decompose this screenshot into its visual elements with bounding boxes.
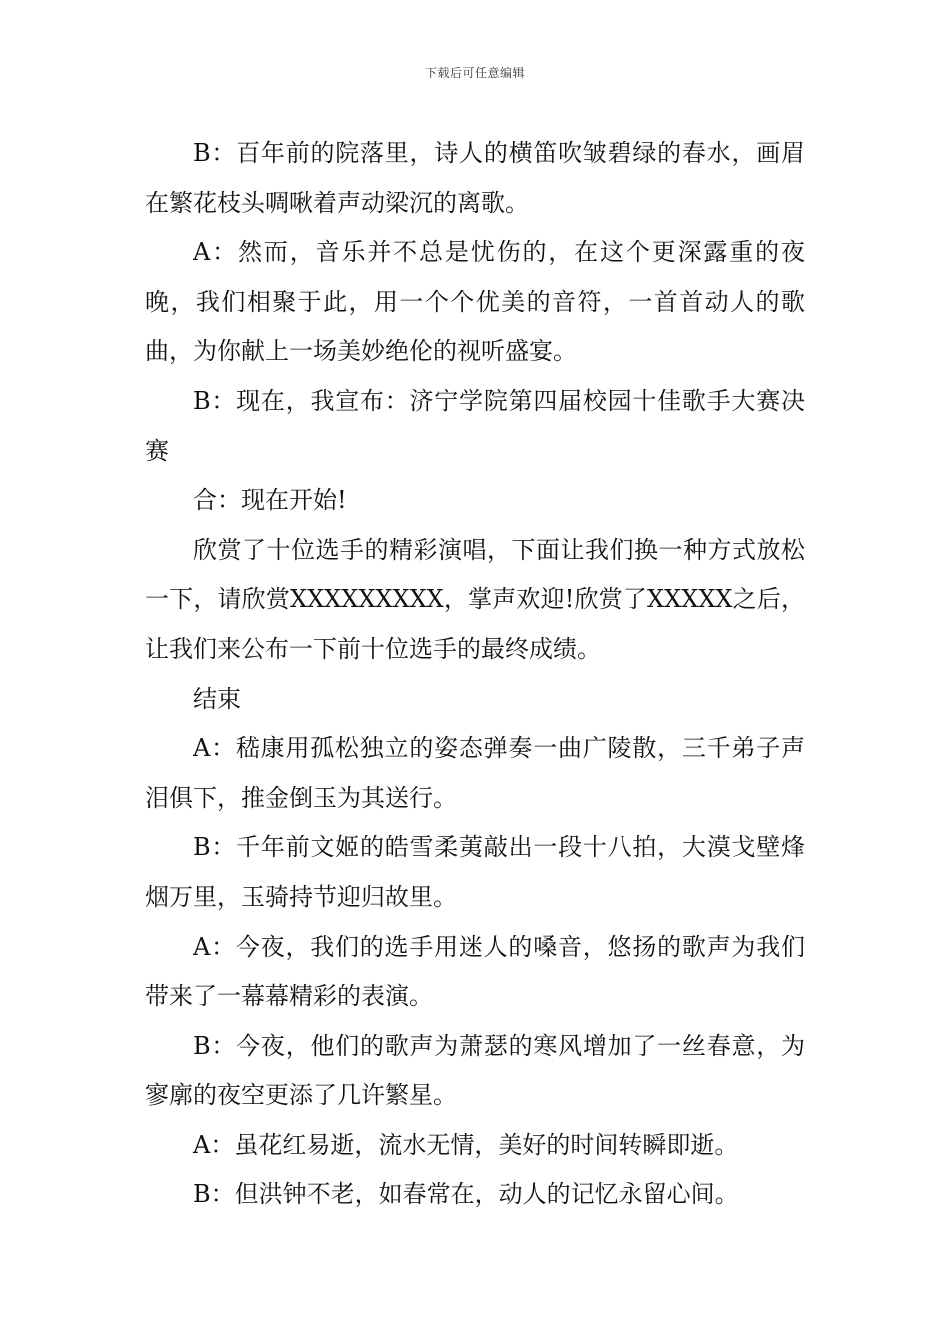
paragraph-interlude: 欣赏了十位选手的精彩演唱，下面让我们换一种方式放松一下，请欣赏XXXXXXXXX，掌声欢迎!欣赏了XXXXX之后，让我们来公布一下前十位选手的最终成绩。 xyxy=(145,535,805,663)
paragraph-b-tonight: B：今夜，他们的歌声为萧瑟的寒风增加了一丝春意，为寥廓的夜空更添了几许繁星。 xyxy=(145,1031,805,1110)
paragraph-b-courtyard: B：百年前的院落里，诗人的横笛吹皱碧绿的春水，画眉在繁花枝头啁啾着声动梁沉的离歌。 xyxy=(145,139,805,217)
paragraph-a-fleeting: A：虽花红易逝，流水无情，美好的时间转瞬即逝。 xyxy=(193,1130,739,1159)
paragraph-b-wenji: B：千年前文姬的皓雪柔荑敲出一段十八拍，大漠戈壁烽烟万里，玉骑持节迎归故里。 xyxy=(145,833,805,911)
paragraph-b-announce: B：现在，我宣布：济宁学院第四届校园十佳歌手大赛决赛 xyxy=(145,386,805,465)
paragraph-a-jikang: A：嵇康用孤松独立的姿态弹奏一曲广陵散，三千弟子声泪俱下，推金倒玉为其送行。 xyxy=(145,734,805,812)
paragraph-b-memory: B：但洪钟不老，如春常在，动人的记忆永留心间。 xyxy=(193,1180,739,1209)
page-header: 下载后可任意编辑 xyxy=(424,66,525,80)
paragraph-together-start: 合：现在开始! xyxy=(193,486,347,515)
paragraph-a-tonight: A：今夜，我们的选手用迷人的嗓音，悠扬的歌声为我们带来了一幕幕精彩的表演。 xyxy=(145,932,805,1011)
document-body xyxy=(145,129,805,1220)
paragraph-a-music: A：然而，音乐并不总是忧伤的，在这个更深露重的夜晚，我们相聚于此，用一个个优美的音符，一首首动人的歌曲，为你献上一场美妙绝伦的视听盛宴。 xyxy=(145,238,805,366)
section-heading-ending: 结束 xyxy=(193,684,241,713)
